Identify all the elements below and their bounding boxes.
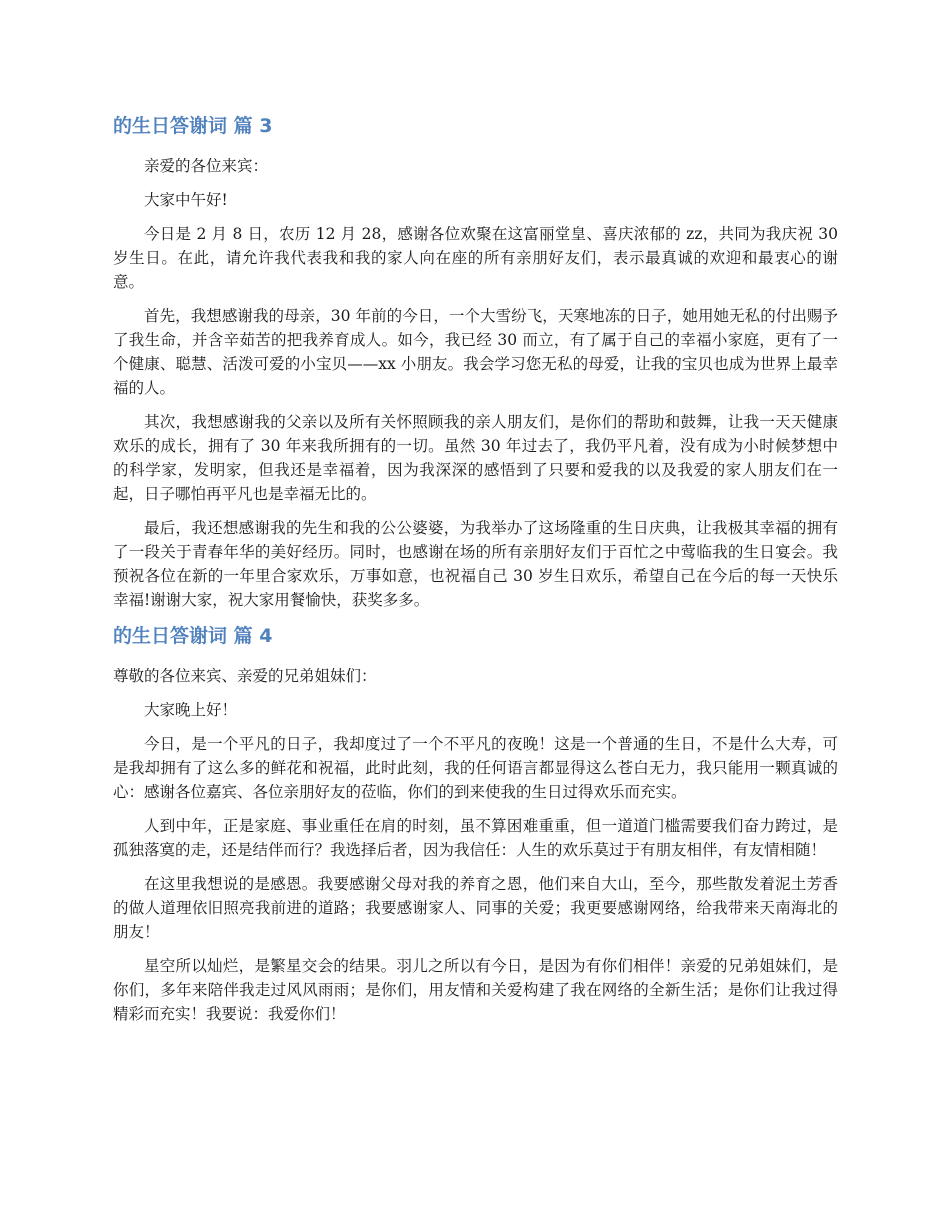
greeting: 大家晚上好！ — [144, 701, 238, 719]
section-heading-4: 的生日答谢词 篇 4 — [113, 625, 273, 647]
document-page — [113, 112, 838, 1036]
body-paragraph: 今日是 2 月 8 日，农历 12 月 28，感谢各位欢聚在这富丽堂皇、喜庆浓郁的 zz，共同为我庆祝 30 岁生日。在此，请允许我代表我和我的家人向在座的所有亲朋好友们，表示最真诚的欢迎和最衷心的谢意。 — [113, 225, 838, 291]
body-paragraph: 在这里我想说的是感恩。我要感谢父母对我的养育之恩，他们来自大山，至今，那些散发着泥土芳香的做人道理依旧照亮我前进的道路；我要感谢家人、同事的关爱；我更要感谢网络，给我带来天南海北的朋友！ — [113, 875, 838, 941]
body-paragraph: 星空所以灿烂，是繁星交会的结果。羽儿之所以有今日，是因为有你们相伴！亲爱的兄弟姐妹们，是你们，多年来陪伴我走过风风雨雨；是你们，用友情和关爱构建了我在网络的全新生活；是你们让我过得精彩而充实！我要说：我爱你们！ — [113, 957, 838, 1023]
salutation: 尊敬的各位来宾、亲爱的兄弟姐妹们： — [113, 667, 377, 685]
body-paragraph: 最后，我还想感谢我的先生和我的公公婆婆，为我举办了这场隆重的生日庆典，让我极其幸福的拥有了一段关于青春年华的美好经历。同时，也感谢在场的所有亲朋好友们于百忙之中莺临我的生日宴会。我预祝各位在新的一年里合家欢乐，万事如意，也祝福自己 30 岁生日欢乐，希望自己在今后的每一天快乐幸福!谢谢大家，祝大家用餐愉快，获奖多多。 — [113, 519, 838, 609]
body-paragraph: 人到中年，正是家庭、事业重任在肩的时刻，虽不算困难重重，但一道道门槛需要我们奋力跨过，是孤独落寞的走，还是结伴而行？我选择后者，因为我信任：人生的欢乐莫过于有朋友相伴，有友情相随！ — [113, 817, 838, 859]
salutation: 亲爱的各位来宾： — [144, 157, 269, 175]
body-paragraph: 其次，我想感谢我的父亲以及所有关怀照顾我的亲人朋友们，是你们的帮助和鼓舞，让我一天天健康欢乐的成长，拥有了 30 年来我所拥有的一切。虽然 30 年过去了，我仍平凡着，没有成为小时候梦想中的科学家，发明家，但我还是幸福着，因为我深深的感悟到了只要和爱我的以及我爱的家人朋友们在一起，日子哪怕再平凡也是幸福无比的。 — [113, 413, 838, 503]
section-heading-3: 的生日答谢词 篇 3 — [113, 115, 273, 137]
body-paragraph: 首先，我想感谢我的母亲，30 年前的今日，一个大雪纷飞，天寒地冻的日子，她用她无私的付出赐予了我生命，并含辛茹苦的把我养育成人。如今，我已经 30 而立，有了属于自己的幸福小家庭，更有了一个健康、聪慧、活泼可爱的小宝贝——xx 小朋友。我会学习您无私的母爱，让我的宝贝也成为世界上最幸福的人。 — [113, 307, 838, 397]
body-paragraph: 今日，是一个平凡的日子，我却度过了一个不平凡的夜晚！这是一个普通的生日，不是什么大寿，可是我却拥有了这么多的鲜花和祝福，此时此刻，我的任何语言都显得这么苍白无力，我只能用一颗真诚的心：感谢各位嘉宾、各位亲朋好友的莅临，你们的到来使我的生日过得欢乐而充实。 — [113, 735, 838, 801]
greeting: 大家中午好! — [144, 191, 228, 209]
